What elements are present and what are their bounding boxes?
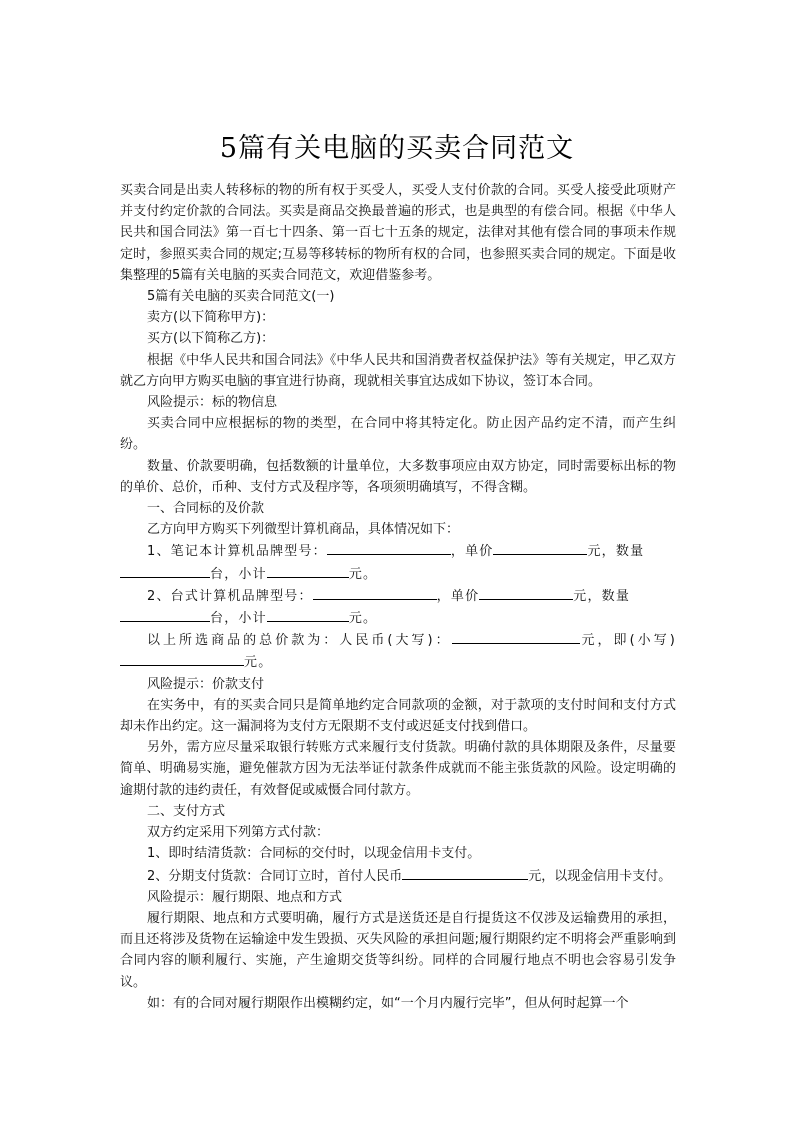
section-two-heading: 二、支付方式 <box>147 803 226 819</box>
laptop-model-label: 1、笔记本计算机品牌型号： <box>147 544 327 560</box>
basis-paragraph: 根据《中华人民共和国合同法》《中华人民共和国消费者权益保护法》等有关规定，甲乙双方就乙方向甲方购买电脑的事宜进行协商，现就相关事宜达成如下协议，签订本合同。 <box>120 352 676 389</box>
payment-option-two <box>120 865 676 887</box>
risk-tip-performance: 风险提示：履行期限、地点和方式 <box>147 889 343 905</box>
desktop-yuan-end: 元。 <box>348 611 378 627</box>
total-yuan-end: 元。 <box>244 655 273 671</box>
laptop-qty-label: 元，数量 <box>587 544 645 560</box>
risk-performance-paragraph-a: 履行期限、地点和方式要明确，履行方式是送货还是自行提货这不仅涉及运输费用的承担，而且还将涉及货物在运输途中发生毁损、灭失风险的承担问题;履行期限约定不明将会严重影响到合同内容的顺利履行、实施，产生逾期交货等纠纷。同样的合同履行地点不明也会容易引发争议。 <box>120 910 676 990</box>
laptop-qty-blank[interactable] <box>120 563 210 578</box>
payment-method-paragraph: 双方约定采用下列第方式付款： <box>147 825 330 841</box>
desktop-qty-label: 元，数量 <box>573 588 631 604</box>
laptop-model-blank[interactable] <box>327 540 451 555</box>
purchase-paragraph: 乙方向甲方购买下列微型计算机商品，具体情况如下： <box>147 522 460 538</box>
total-lower-label: 元，即(小写) <box>579 633 676 649</box>
risk-subject-paragraph-a: 买卖合同中应根据标的物的类型，在合同中将其特定化。防止因产品约定不清，而产生纠纷。 <box>120 416 676 453</box>
payment-option-one: 1、即时结清货款：合同标的交付时，以现金信用卡支付。 <box>147 846 481 862</box>
risk-tip-payment: 风险提示：价款支付 <box>147 676 265 692</box>
desktop-price-blank[interactable] <box>479 585 573 600</box>
laptop-price-blank[interactable] <box>493 540 587 555</box>
total-upper-label: 以上所选商品的总价款为：人民币(大写)： <box>147 633 452 649</box>
desktop-price-label: ，单价 <box>436 588 480 604</box>
total-upper-blank[interactable] <box>452 629 580 644</box>
item-desktop-line <box>120 585 676 629</box>
installment-tail: 元，以现金信用卡支付。 <box>528 868 672 884</box>
desktop-subtotal-label: 台，小计 <box>210 611 267 627</box>
document-body <box>120 180 676 1014</box>
risk-payment-paragraph-b: 另外，需方应尽量采取银行转账方式来履行支付货款。明确付款的具体期限及条件，尽量要简单、明确易实施，避免催款方因为无法举证付款条件成就而不能主张货款的风险。设定明确的逾期付款的违约责任，有效督促或威慑合同付款方。 <box>120 740 676 798</box>
total-lower-blank[interactable] <box>120 651 244 666</box>
buyer-line: 买方(以下简称乙方)： <box>147 331 275 347</box>
laptop-subtotal-blank[interactable] <box>267 563 349 578</box>
risk-payment-paragraph-a: 在实务中，有的买卖合同只是简单地约定合同款项的金额，对于款项的支付时间和支付方式却未作出约定。这一漏洞将为支付方无限期不支付或迟延支付找到借口。 <box>120 697 676 735</box>
subtitle-one: 5篇有关电脑的买卖合同范文(一) <box>147 289 335 305</box>
desktop-model-blank[interactable] <box>313 585 437 600</box>
document-title: 5篇有关电脑的买卖合同范文 <box>219 133 575 164</box>
desktop-subtotal-blank[interactable] <box>267 607 349 622</box>
laptop-price-label: ，单价 <box>450 544 494 560</box>
section-one-heading: 一、合同标的及价款 <box>147 501 265 517</box>
laptop-subtotal-label: 台，小计 <box>210 566 267 582</box>
risk-performance-paragraph-b: 如：有的合同对履行期限作出模糊约定，如“一个月内履行完毕”，但从何时起算一个 <box>147 995 629 1011</box>
laptop-yuan-end: 元。 <box>348 566 378 582</box>
risk-subject-paragraph-b: 数量、价款要明确，包括数额的计量单位，大多数事项应由双方协定，同时需要标出标的物的单价、总价，币种、支付方式及程序等，各项须明确填写，不得含糊。 <box>120 458 676 495</box>
item-laptop-line <box>120 540 676 584</box>
intro-paragraph: 买卖合同是出卖人转移标的物的所有权于买受人，买受人支付价款的合同。买受人接受此项财产并支付约定价款的合同法。买卖是商品交换最普遍的形式，也是典型的有偿合同。根据《中华人民共和国合同法》第一百七十四条、第一百七十五条的规定，法律对其他有偿合同的事项未作规定时，参照买卖合同的规定;互易等移转标的物所有权的合同，也参照买卖合同的规定。下面是收集整理的5篇有关电脑的买卖合同范文，欢迎借鉴参考。 <box>120 183 676 283</box>
total-price-line <box>120 629 676 673</box>
installment-label: 2、分期支付货款：合同订立时，首付人民币 <box>147 868 403 884</box>
seller-line: 卖方(以下简称甲方)： <box>147 310 275 326</box>
desktop-model-label: 2、台式计算机品牌型号： <box>147 588 313 604</box>
desktop-qty-blank[interactable] <box>120 607 210 622</box>
installment-amount-blank[interactable] <box>402 865 528 880</box>
risk-tip-subject: 风险提示：标的物信息 <box>147 395 278 411</box>
